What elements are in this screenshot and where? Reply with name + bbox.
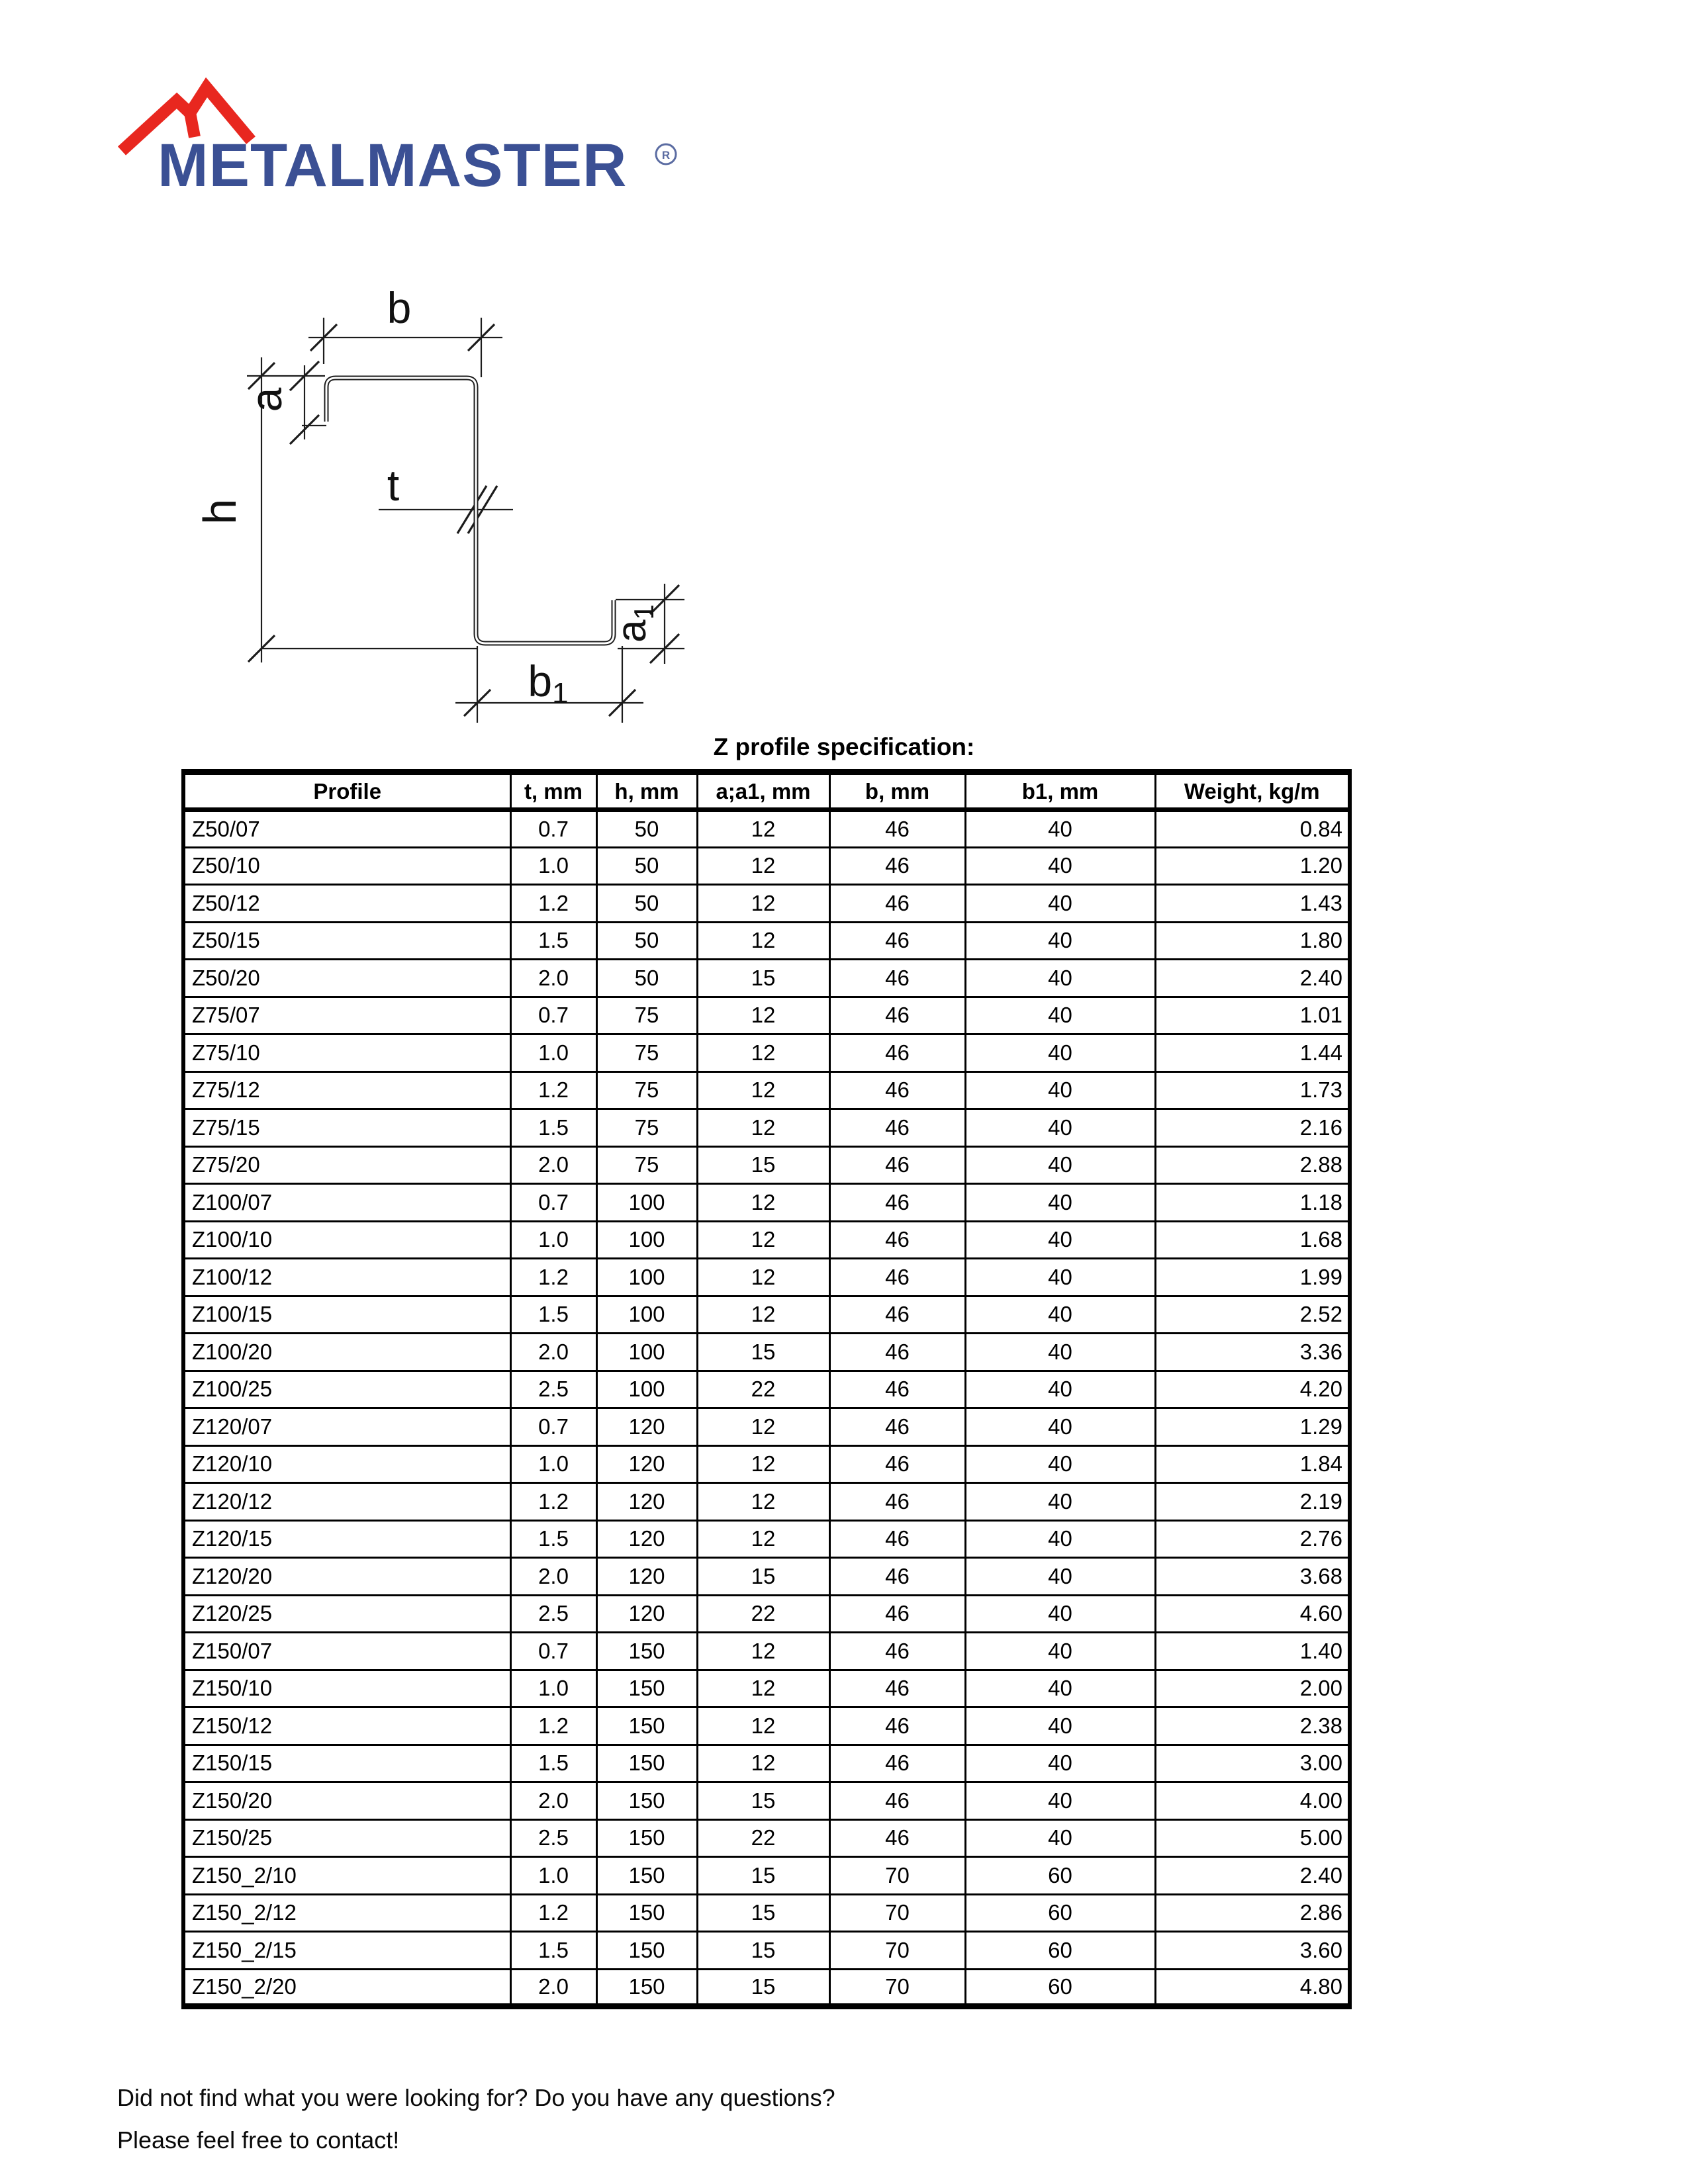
- table-cell: 40: [965, 1745, 1155, 1782]
- table-cell: 12: [697, 1707, 829, 1745]
- table-cell: 1.40: [1155, 1633, 1350, 1670]
- table-cell: 75: [596, 1034, 697, 1072]
- column-header-h: h, mm: [596, 772, 697, 810]
- table-cell: 150: [596, 1969, 697, 2007]
- table-cell: 40: [965, 1071, 1155, 1109]
- table-cell: 3.60: [1155, 1932, 1350, 1970]
- table-row: [183, 1782, 1350, 1820]
- table-cell: Z75/20: [183, 1146, 510, 1184]
- table-cell: 1.2: [510, 1071, 596, 1109]
- table-cell: 1.5: [510, 1109, 596, 1147]
- table-cell: 0.7: [510, 997, 596, 1034]
- table-cell: 46: [829, 1146, 965, 1184]
- table-cell: 40: [965, 1146, 1155, 1184]
- table-row: [183, 1034, 1350, 1072]
- table-cell: 1.0: [510, 1670, 596, 1707]
- table-cell: 46: [829, 1558, 965, 1596]
- table-cell: 12: [697, 810, 829, 848]
- table-cell: Z50/10: [183, 847, 510, 885]
- table-row: [183, 1633, 1350, 1670]
- column-header-a-a1: a;a1, mm: [697, 772, 829, 810]
- table-cell: 100: [596, 1296, 697, 1334]
- footer: [117, 2077, 835, 2161]
- column-header-b: b, mm: [829, 772, 965, 810]
- table-cell: 100: [596, 1371, 697, 1408]
- table-cell: Z150_2/15: [183, 1932, 510, 1970]
- table-row: [183, 1071, 1350, 1109]
- dimension-ticks: [248, 324, 679, 716]
- table-cell: 46: [829, 1670, 965, 1707]
- table-row: [183, 1819, 1350, 1857]
- table-row: [183, 1334, 1350, 1371]
- table-cell: 40: [965, 1483, 1155, 1521]
- table-cell: 40: [965, 1819, 1155, 1857]
- table-cell: 46: [829, 810, 965, 848]
- table-cell: Z100/12: [183, 1259, 510, 1297]
- table-cell: 1.84: [1155, 1445, 1350, 1483]
- table-cell: 0.7: [510, 1633, 596, 1670]
- table-cell: 15: [697, 1857, 829, 1895]
- table-row: [183, 960, 1350, 997]
- table-cell: 1.20: [1155, 847, 1350, 885]
- table-row: [183, 1184, 1350, 1222]
- table-cell: 1.0: [510, 1221, 596, 1259]
- table-cell: 1.44: [1155, 1034, 1350, 1072]
- metalmaster-logo: [113, 76, 708, 202]
- table-cell: 46: [829, 1334, 965, 1371]
- table-cell: 150: [596, 1707, 697, 1745]
- table-cell: 70: [829, 1894, 965, 1932]
- table-cell: 12: [697, 1184, 829, 1222]
- table-cell: 2.16: [1155, 1109, 1350, 1147]
- table-cell: 40: [965, 1782, 1155, 1820]
- table-cell: 1.2: [510, 1483, 596, 1521]
- table-cell: 100: [596, 1259, 697, 1297]
- table-header: [183, 772, 1350, 810]
- table-cell: 2.00: [1155, 1670, 1350, 1707]
- table-cell: 40: [965, 847, 1155, 885]
- table-cell: 46: [829, 1408, 965, 1446]
- table-cell: Z150_2/20: [183, 1969, 510, 2007]
- table-cell: 2.52: [1155, 1296, 1350, 1334]
- table-cell: 46: [829, 1445, 965, 1483]
- label-b: b: [387, 291, 412, 332]
- table-cell: 15: [697, 960, 829, 997]
- table-cell: 1.43: [1155, 885, 1350, 923]
- table-cell: 2.38: [1155, 1707, 1350, 1745]
- table-cell: 3.68: [1155, 1558, 1350, 1596]
- table-cell: 46: [829, 997, 965, 1034]
- table-cell: 12: [697, 1745, 829, 1782]
- table-cell: 15: [697, 1146, 829, 1184]
- table-cell: 1.2: [510, 1894, 596, 1932]
- table-cell: 4.20: [1155, 1371, 1350, 1408]
- table-cell: 40: [965, 997, 1155, 1034]
- table-cell: 70: [829, 1932, 965, 1970]
- table-cell: 12: [697, 1408, 829, 1446]
- table-cell: 2.0: [510, 1969, 596, 2007]
- table-cell: 40: [965, 1371, 1155, 1408]
- table-cell: 15: [697, 1894, 829, 1932]
- table-cell: 40: [965, 1334, 1155, 1371]
- table-cell: 46: [829, 1782, 965, 1820]
- table-row: [183, 1894, 1350, 1932]
- table-cell: 100: [596, 1334, 697, 1371]
- table-cell: 12: [697, 1520, 829, 1558]
- table-row: [183, 1595, 1350, 1633]
- table-cell: 120: [596, 1595, 697, 1633]
- table-cell: 1.01: [1155, 997, 1350, 1034]
- table-cell: 12: [697, 997, 829, 1034]
- table-row: [183, 1969, 1350, 2007]
- table-cell: 40: [965, 960, 1155, 997]
- table-cell: 60: [965, 1894, 1155, 1932]
- table-cell: 1.2: [510, 1259, 596, 1297]
- table-cell: Z100/25: [183, 1371, 510, 1408]
- table-cell: Z100/20: [183, 1334, 510, 1371]
- table-cell: 12: [697, 1259, 829, 1297]
- table-cell: 50: [596, 810, 697, 848]
- table-cell: 1.5: [510, 1932, 596, 1970]
- table-row: [183, 1707, 1350, 1745]
- table-cell: Z150/25: [183, 1819, 510, 1857]
- table-cell: 50: [596, 960, 697, 997]
- table-cell: 50: [596, 847, 697, 885]
- table-cell: 50: [596, 922, 697, 960]
- table-cell: 60: [965, 1969, 1155, 2007]
- table-row: [183, 885, 1350, 923]
- table-cell: Z120/20: [183, 1558, 510, 1596]
- table-cell: Z120/10: [183, 1445, 510, 1483]
- table-cell: 50: [596, 885, 697, 923]
- table-cell: 70: [829, 1857, 965, 1895]
- table-cell: 120: [596, 1445, 697, 1483]
- table-cell: 40: [965, 1296, 1155, 1334]
- table-cell: 12: [697, 847, 829, 885]
- table-cell: 2.0: [510, 1558, 596, 1596]
- table-cell: 46: [829, 847, 965, 885]
- table-cell: Z150/12: [183, 1707, 510, 1745]
- table-header-row: [183, 772, 1350, 810]
- table-cell: 12: [697, 1034, 829, 1072]
- table-cell: 12: [697, 1071, 829, 1109]
- table-cell: 40: [965, 1707, 1155, 1745]
- table-cell: Z75/07: [183, 997, 510, 1034]
- table-cell: 40: [965, 1520, 1155, 1558]
- table-cell: 15: [697, 1558, 829, 1596]
- table-cell: 1.2: [510, 885, 596, 923]
- table-cell: 15: [697, 1782, 829, 1820]
- table-cell: 46: [829, 1633, 965, 1670]
- logo-text: METALMASTER: [158, 132, 628, 199]
- table-cell: 40: [965, 1558, 1155, 1596]
- table-cell: 2.5: [510, 1595, 596, 1633]
- table-cell: Z50/12: [183, 885, 510, 923]
- table-cell: 22: [697, 1595, 829, 1633]
- table-cell: 75: [596, 997, 697, 1034]
- z-profile-diagram: [106, 291, 768, 748]
- table-cell: 100: [596, 1184, 697, 1222]
- table-cell: 46: [829, 1371, 965, 1408]
- table-cell: 150: [596, 1782, 697, 1820]
- table-cell: 46: [829, 1259, 965, 1297]
- table-cell: Z75/12: [183, 1071, 510, 1109]
- table-cell: Z120/07: [183, 1408, 510, 1446]
- table-cell: 46: [829, 1707, 965, 1745]
- table-cell: 2.0: [510, 1334, 596, 1371]
- z-profile-outline: [326, 378, 614, 643]
- table-cell: 40: [965, 922, 1155, 960]
- table-row: [183, 1146, 1350, 1184]
- table-cell: 1.0: [510, 1857, 596, 1895]
- table-cell: Z150_2/12: [183, 1894, 510, 1932]
- table-cell: Z100/07: [183, 1184, 510, 1222]
- table-cell: 2.88: [1155, 1146, 1350, 1184]
- table-cell: 46: [829, 885, 965, 923]
- table-cell: 150: [596, 1857, 697, 1895]
- label-a1: a1: [609, 604, 659, 643]
- table-cell: 2.5: [510, 1371, 596, 1408]
- table-cell: 46: [829, 1221, 965, 1259]
- table-cell: 1.5: [510, 1520, 596, 1558]
- table-cell: 46: [829, 1520, 965, 1558]
- table-cell: 46: [829, 922, 965, 960]
- table-row: [183, 1483, 1350, 1521]
- table-cell: 1.2: [510, 1707, 596, 1745]
- table-cell: 2.5: [510, 1819, 596, 1857]
- table-cell: 2.86: [1155, 1894, 1350, 1932]
- table-cell: 75: [596, 1146, 697, 1184]
- table-row: [183, 1445, 1350, 1483]
- table-cell: Z150_2/10: [183, 1857, 510, 1895]
- table-cell: 120: [596, 1483, 697, 1521]
- table-cell: 1.99: [1155, 1259, 1350, 1297]
- table-cell: 46: [829, 1745, 965, 1782]
- column-header-weight: Weight, kg/m: [1155, 772, 1350, 810]
- label-h: h: [194, 498, 246, 525]
- table-cell: 1.80: [1155, 922, 1350, 960]
- table-cell: 1.73: [1155, 1071, 1350, 1109]
- label-b1: b1: [528, 657, 569, 709]
- table-cell: 0.84: [1155, 810, 1350, 848]
- table-cell: 40: [965, 885, 1155, 923]
- table-row: [183, 1371, 1350, 1408]
- table-cell: 46: [829, 1109, 965, 1147]
- label-t: t: [387, 461, 400, 510]
- registered-letter: R: [661, 149, 671, 161]
- table-cell: 4.80: [1155, 1969, 1350, 2007]
- table-cell: 40: [965, 1221, 1155, 1259]
- table-cell: 46: [829, 1071, 965, 1109]
- table-cell: 5.00: [1155, 1819, 1350, 1857]
- table-cell: 2.0: [510, 960, 596, 997]
- table-cell: 1.18: [1155, 1184, 1350, 1222]
- table-cell: Z150/10: [183, 1670, 510, 1707]
- table-cell: 0.7: [510, 1408, 596, 1446]
- table-cell: 150: [596, 1670, 697, 1707]
- table-cell: 12: [697, 1670, 829, 1707]
- table-cell: 2.40: [1155, 1857, 1350, 1895]
- table-cell: 0.7: [510, 1184, 596, 1222]
- table-cell: 60: [965, 1932, 1155, 1970]
- table-cell: 1.5: [510, 922, 596, 960]
- table-cell: 120: [596, 1408, 697, 1446]
- table-cell: Z150/20: [183, 1782, 510, 1820]
- table-cell: Z120/12: [183, 1483, 510, 1521]
- table-cell: Z75/10: [183, 1034, 510, 1072]
- table-cell: 100: [596, 1221, 697, 1259]
- table-cell: 15: [697, 1969, 829, 2007]
- table-row: [183, 1520, 1350, 1558]
- table-cell: 70: [829, 1969, 965, 2007]
- table-cell: Z150/15: [183, 1745, 510, 1782]
- table-cell: 1.5: [510, 1745, 596, 1782]
- table-cell: 2.0: [510, 1782, 596, 1820]
- table-cell: 40: [965, 1445, 1155, 1483]
- table-row: [183, 847, 1350, 885]
- table-cell: 60: [965, 1857, 1155, 1895]
- table-cell: 150: [596, 1819, 697, 1857]
- table-row: [183, 1109, 1350, 1147]
- table-cell: Z120/15: [183, 1520, 510, 1558]
- table-cell: 120: [596, 1558, 697, 1596]
- table-row: [183, 1259, 1350, 1297]
- table-cell: 12: [697, 1483, 829, 1521]
- table-row: [183, 1745, 1350, 1782]
- z-profile-spec-table: [181, 769, 1352, 2009]
- table-cell: 3.00: [1155, 1745, 1350, 1782]
- table-cell: Z100/15: [183, 1296, 510, 1334]
- table-cell: 22: [697, 1819, 829, 1857]
- table-cell: 46: [829, 1034, 965, 1072]
- table-cell: 2.19: [1155, 1483, 1350, 1521]
- table-cell: 12: [697, 1445, 829, 1483]
- table-row: [183, 1857, 1350, 1895]
- table-cell: 75: [596, 1071, 697, 1109]
- table-cell: 12: [697, 1109, 829, 1147]
- table-row: [183, 1670, 1350, 1707]
- table-cell: 46: [829, 1819, 965, 1857]
- table-cell: 120: [596, 1520, 697, 1558]
- table-cell: 150: [596, 1633, 697, 1670]
- table-cell: 75: [596, 1109, 697, 1147]
- registered-trademark-icon: [656, 144, 676, 164]
- footer-line-1: Did not find what you were looking for? Do you have any questions?: [117, 2084, 835, 2111]
- table-cell: 150: [596, 1894, 697, 1932]
- table-cell: 2.0: [510, 1146, 596, 1184]
- table-cell: 12: [697, 1221, 829, 1259]
- table-cell: 46: [829, 960, 965, 997]
- table-cell: 15: [697, 1932, 829, 1970]
- table-cell: 40: [965, 1595, 1155, 1633]
- table-cell: 46: [829, 1296, 965, 1334]
- table-cell: 4.60: [1155, 1595, 1350, 1633]
- table-cell: 1.68: [1155, 1221, 1350, 1259]
- table-cell: 40: [965, 1034, 1155, 1072]
- table-cell: 1.5: [510, 1296, 596, 1334]
- table-row: [183, 1932, 1350, 1970]
- table-row: [183, 922, 1350, 960]
- column-header-profile: Profile: [183, 772, 510, 810]
- table-row: [183, 810, 1350, 848]
- column-header-b1: b1, mm: [965, 772, 1155, 810]
- table-cell: 2.40: [1155, 960, 1350, 997]
- table-title: Z profile specification:: [713, 733, 975, 760]
- table-body: [183, 810, 1350, 2007]
- table-cell: 1.0: [510, 847, 596, 885]
- table-cell: 40: [965, 1109, 1155, 1147]
- table-row: [183, 1408, 1350, 1446]
- table-cell: 0.7: [510, 810, 596, 848]
- table-cell: Z150/07: [183, 1633, 510, 1670]
- table-cell: 40: [965, 1408, 1155, 1446]
- table-cell: 1.0: [510, 1034, 596, 1072]
- table-cell: 46: [829, 1595, 965, 1633]
- table-cell: 22: [697, 1371, 829, 1408]
- table-cell: 15: [697, 1334, 829, 1371]
- table-row: [183, 997, 1350, 1034]
- table-cell: 3.36: [1155, 1334, 1350, 1371]
- label-a: a: [242, 387, 291, 412]
- table-cell: 46: [829, 1184, 965, 1222]
- table-row: [183, 1296, 1350, 1334]
- table-cell: 40: [965, 1259, 1155, 1297]
- table-cell: Z50/07: [183, 810, 510, 848]
- column-header-t: t, mm: [510, 772, 596, 810]
- table-cell: 12: [697, 1633, 829, 1670]
- table-cell: 12: [697, 885, 829, 923]
- table-cell: Z50/20: [183, 960, 510, 997]
- table-cell: 40: [965, 810, 1155, 848]
- table-cell: 1.29: [1155, 1408, 1350, 1446]
- table-cell: 4.00: [1155, 1782, 1350, 1820]
- table-cell: 40: [965, 1633, 1155, 1670]
- table-cell: Z100/10: [183, 1221, 510, 1259]
- table-cell: 150: [596, 1745, 697, 1782]
- table-cell: 40: [965, 1670, 1155, 1707]
- table-cell: 12: [697, 1296, 829, 1334]
- table-cell: Z50/15: [183, 922, 510, 960]
- table-cell: 2.76: [1155, 1520, 1350, 1558]
- table-cell: 150: [596, 1932, 697, 1970]
- table-cell: 46: [829, 1483, 965, 1521]
- table-cell: Z120/25: [183, 1595, 510, 1633]
- table-cell: 40: [965, 1184, 1155, 1222]
- table-row: [183, 1221, 1350, 1259]
- table-cell: 12: [697, 922, 829, 960]
- footer-line-2: Please feel free to contact!: [117, 2126, 400, 2154]
- table-cell: 1.0: [510, 1445, 596, 1483]
- table-cell: Z75/15: [183, 1109, 510, 1147]
- table-row: [183, 1558, 1350, 1596]
